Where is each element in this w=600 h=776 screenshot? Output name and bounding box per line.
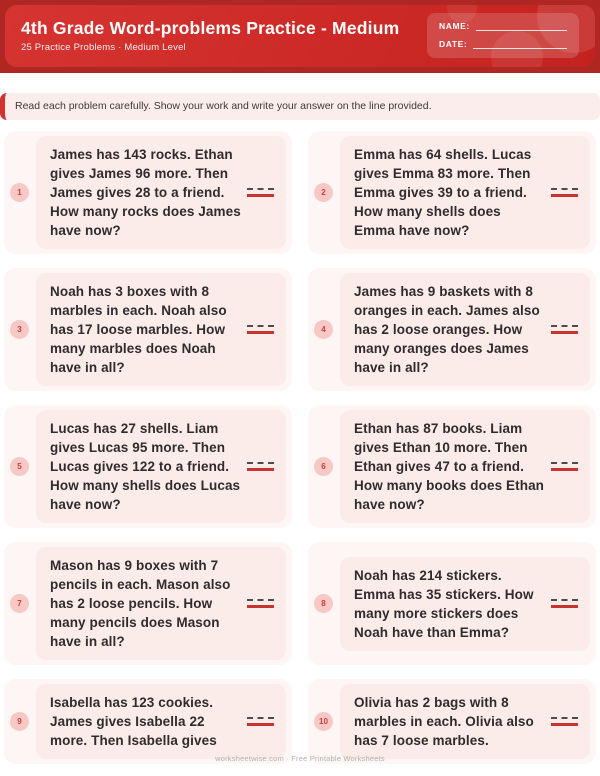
answer-line-solid <box>551 194 578 197</box>
problem-card <box>36 136 286 249</box>
problem-item-8 <box>308 542 596 665</box>
answer-line <box>551 717 578 726</box>
name-date-box <box>427 13 579 58</box>
answer-line <box>247 462 274 471</box>
problem-item-7 <box>4 542 292 665</box>
instruction-bar: Read each problem carefully. Show your work and write your answer on the line provided. <box>0 93 600 120</box>
problem-card <box>340 557 590 651</box>
problem-item-1 <box>4 131 292 254</box>
problem-number-badge: 5 <box>10 457 29 476</box>
problem-text: James has 143 rocks. Ethan gives James 96 more. Then James gives 28 to a friend. How many rocks does James have now? <box>50 147 241 238</box>
problem-text: Isabella has 123 cookies. James gives Isabella 22 more. Then Isabella gives <box>50 695 217 748</box>
problem-text: Lucas has 27 shells. Liam gives Lucas 95 more. Then Lucas gives 122 to a friend. How many shells does Lucas have now? <box>50 421 241 512</box>
problem-number-badge: 4 <box>314 320 333 339</box>
problem-item-6 <box>308 405 596 528</box>
problem-text: Noah has 3 boxes with 8 marbles in each. Noah also has 17 loose marbles. How many marbles does Noah have in all? <box>50 284 227 375</box>
watermark: worksheetwise.com · Free Printable Worksheets <box>215 754 385 763</box>
problem-number-badge: 2 <box>314 183 333 202</box>
header-titles <box>21 18 399 53</box>
answer-line-dashed <box>551 717 578 719</box>
answer-line-solid <box>247 605 274 608</box>
answer-line-dashed <box>247 717 274 719</box>
name-label: NAME: <box>439 21 470 31</box>
answer-line-dashed <box>551 462 578 464</box>
problem-text: Olivia has 2 bags with 8 marbles in each. Olivia also has 7 loose marbles. <box>354 695 534 748</box>
problem-number-badge: 9 <box>10 712 29 731</box>
answer-line-dashed <box>247 599 274 601</box>
answer-line-solid <box>247 331 274 334</box>
problem-text: Mason has 9 boxes with 7 pencils in each. Mason also has 2 loose pencils. How many pencils does Mason have in all? <box>50 558 231 649</box>
worksheet-header <box>5 5 595 67</box>
problem-number-badge: 10 <box>314 712 333 731</box>
answer-line-dashed <box>551 599 578 601</box>
answer-line-dashed <box>551 188 578 190</box>
problem-number-badge: 7 <box>10 594 29 613</box>
problem-number-badge: 1 <box>10 183 29 202</box>
page-title: 4th Grade Word-problems Practice - Medium <box>21 18 400 38</box>
problem-text: Emma has 64 shells. Lucas gives Emma 83 more. Then Emma gives 39 to a friend. How many shells does Emma have now? <box>354 147 532 238</box>
answer-line-dashed <box>551 325 578 327</box>
answer-line <box>247 188 274 197</box>
answer-line-solid <box>247 723 274 726</box>
answer-line <box>247 717 274 726</box>
answer-line-solid <box>551 468 578 471</box>
problem-item-9 <box>4 679 292 764</box>
answer-line <box>247 325 274 334</box>
date-write-line <box>473 39 567 49</box>
problems-grid <box>0 131 600 764</box>
answer-line <box>551 188 578 197</box>
problem-card <box>340 136 590 249</box>
problem-number-badge: 8 <box>314 594 333 613</box>
problem-card <box>340 273 590 386</box>
problem-item-2 <box>308 131 596 254</box>
problem-text: Ethan has 87 books. Liam gives Ethan 10 more. Then Ethan gives 47 to a friend. How many books does Ethan have now? <box>354 421 545 512</box>
problem-card <box>36 410 286 523</box>
problem-card <box>340 410 590 523</box>
page-subtitle: 25 Practice Problems · Medium Level <box>21 42 186 53</box>
answer-line-solid <box>247 194 274 197</box>
answer-line <box>551 599 578 608</box>
problem-number-badge: 6 <box>314 457 333 476</box>
problem-card <box>36 547 286 660</box>
name-write-line <box>476 21 567 31</box>
problem-text: Noah has 214 stickers. Emma has 35 stickers. How many more stickers does Noah have than Emma? <box>354 567 534 640</box>
date-label: DATE: <box>439 39 468 49</box>
answer-line-dashed <box>247 188 274 190</box>
answer-line <box>551 462 578 471</box>
name-row <box>439 21 567 31</box>
answer-line-dashed <box>247 462 274 464</box>
answer-line <box>247 599 274 608</box>
problem-number-badge: 3 <box>10 320 29 339</box>
problem-item-3 <box>4 268 292 391</box>
answer-line-solid <box>247 468 274 471</box>
problem-item-4 <box>308 268 596 391</box>
answer-line-solid <box>551 331 578 334</box>
answer-line-solid <box>551 723 578 726</box>
date-row <box>439 39 567 49</box>
problem-card <box>36 273 286 386</box>
problem-text: James has 9 baskets with 8 oranges in each. James also has 2 loose oranges. How many oranges does James have in all? <box>354 284 540 375</box>
problem-card <box>36 684 286 759</box>
answer-line-dashed <box>247 325 274 327</box>
problem-item-5 <box>4 405 292 528</box>
answer-line <box>551 325 578 334</box>
answer-line-solid <box>551 605 578 608</box>
header-band <box>0 0 600 73</box>
problem-item-10 <box>308 679 596 764</box>
problem-card <box>340 684 590 759</box>
